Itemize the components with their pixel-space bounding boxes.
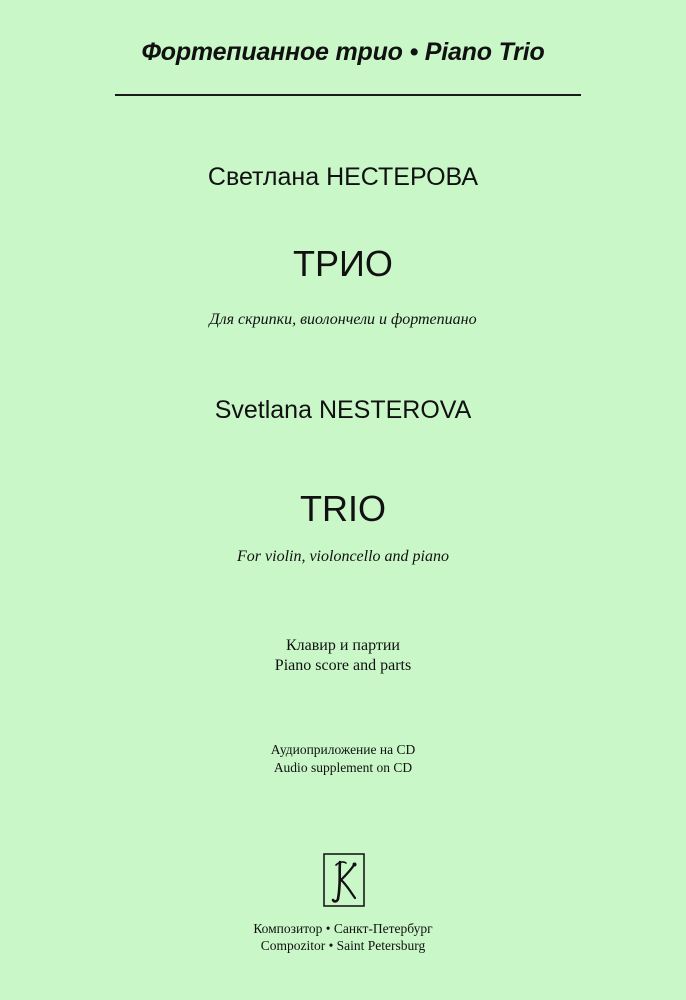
publisher-en: Compozitor • Saint Petersburg [260,938,426,953]
supplement-ru: Аудиоприложение на CD [270,742,416,757]
work-title-ru: ТРИО [293,243,393,284]
edition-ru: Клавир и партии [285,637,400,654]
publisher-ru: Композитор • Санкт-Петербург [253,921,433,936]
instrumentation-ru: Для скрипки, виолончели и фортепиано [209,311,477,328]
supplement-en: Audio supplement on CD [273,760,413,775]
work-title-en: TRIO [300,488,386,529]
series-title: Фортепианное трио • Piano Trio [141,38,545,66]
composer-name-en: Svetlana NESTEROVA [214,396,472,424]
edition-en: Piano score and parts [274,657,412,674]
composer-name-ru: Светлана НЕСТЕРОВА [207,163,479,191]
header-divider [115,94,581,96]
instrumentation-en: For violin, violoncello and piano [237,548,449,565]
publisher-k-logo-icon [323,853,365,907]
